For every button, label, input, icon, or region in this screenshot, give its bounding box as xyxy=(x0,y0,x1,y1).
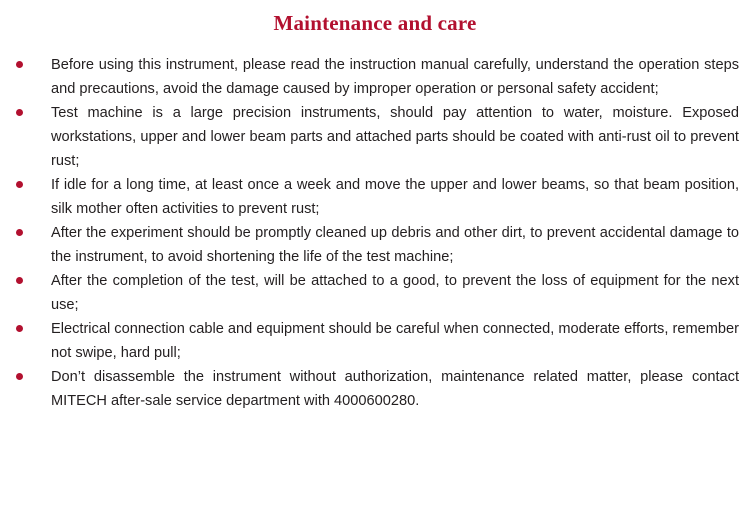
maintenance-bullet-list xyxy=(0,53,750,413)
page-title: Maintenance and care xyxy=(273,11,477,35)
bullet-dot-icon xyxy=(16,229,23,236)
list-item-text: Test machine is a large precision instruments, should pay attention to water, moisture. Exposed workstations, upper and lower beam parts and attached parts should be coated with anti-rust oil to prevent rust; xyxy=(51,105,739,169)
bullet-dot-icon xyxy=(16,373,23,380)
list-item xyxy=(0,221,750,269)
list-item xyxy=(0,269,750,317)
list-item xyxy=(0,365,750,413)
list-item-text: After the experiment should be promptly cleaned up debris and other dirt, to prevent accidental damage to the instrument, to avoid shortening the life of the test machine; xyxy=(51,225,739,265)
bullet-dot-icon xyxy=(16,325,23,332)
list-item xyxy=(0,101,750,173)
list-item xyxy=(0,173,750,221)
bullet-dot-icon xyxy=(16,277,23,284)
list-item-text: Before using this instrument, please read the instruction manual carefully, understand the operation steps and precautions, avoid the damage caused by improper operation or personal safety accident; xyxy=(51,57,739,97)
list-item xyxy=(0,53,750,101)
list-item xyxy=(0,317,750,365)
list-item-text: After the completion of the test, will be attached to a good, to prevent the loss of equipment for the next use; xyxy=(51,273,739,313)
list-item-text: Don’t disassemble the instrument without authorization, maintenance related matter, please contact MITECH after-sale service department with 4000600280. xyxy=(51,369,739,409)
list-item-text: If idle for a long time, at least once a week and move the upper and lower beams, so that beam position, silk mother often activities to prevent rust; xyxy=(51,177,739,217)
list-item-text: Electrical connection cable and equipment should be careful when connected, moderate efforts, remember not swipe, hard pull; xyxy=(51,321,739,361)
bullet-dot-icon xyxy=(16,109,23,116)
bullet-dot-icon xyxy=(16,61,23,68)
bullet-dot-icon xyxy=(16,181,23,188)
